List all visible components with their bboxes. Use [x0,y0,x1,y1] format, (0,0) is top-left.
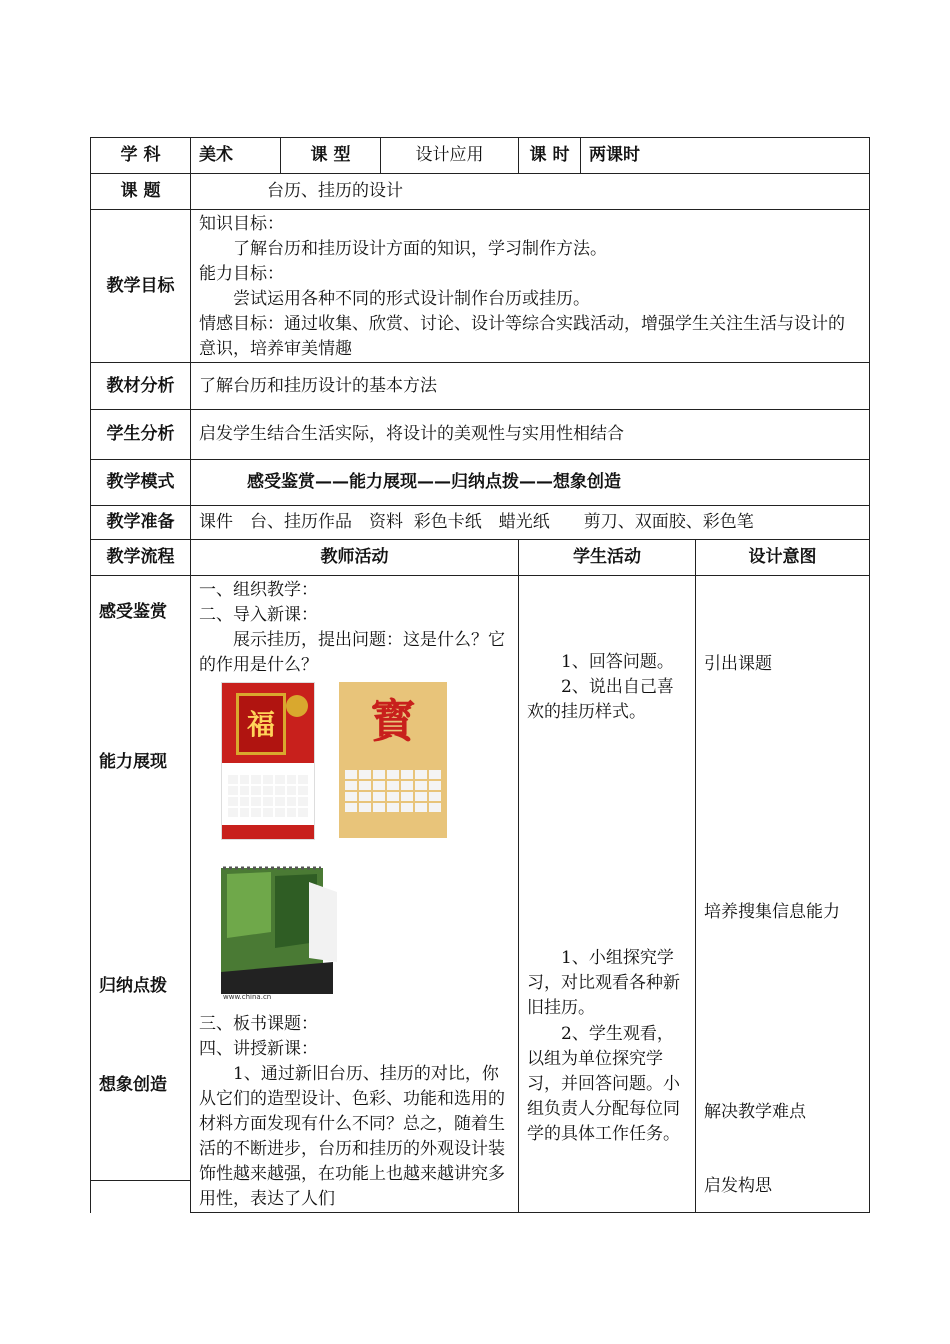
flow-process-header: 教学流程 [91,540,191,576]
prep-value: 课件 台、挂历作品 资料 彩色卡纸 蜡光纸 剪刀、双面胶、彩色笔 [191,506,870,540]
prep-label: 教学准备 [91,506,191,540]
hanging-calendar-images [199,682,510,850]
emotion-goal-text: 情感目标：通过收集、欣赏、讨论、设计等综合实践活动，增强学生关注生活与设计的意识，培养审美情趣 [199,314,845,359]
student-step-4: 2、学生观看，以组为单位探究学习，并回答问题。小组负责人分配每位同学的具体工作任务。 [527,1024,680,1144]
goals-content [191,210,870,363]
red-calendar-bottom [222,825,314,839]
lesson-plan-document [90,137,869,1213]
stage-bottom-line [91,1180,190,1181]
teacher-step-3: 三、板书课题： [199,1014,318,1034]
material-value: 了解台历和挂历设计的基本方法 [191,363,870,410]
student-activity-cell [519,576,696,1213]
stage-create: 想象创造 [99,1075,167,1095]
students-value: 启发学生结合生活实际，将设计的美观性与实用性相结合 [191,410,870,460]
students-label: 学生分析 [91,410,191,460]
knowledge-goal-text: 了解台历和挂历设计方面的知识，学习制作方法。 [233,239,607,259]
intent-4: 启发构思 [704,1176,772,1196]
mode-row [91,460,870,506]
student-step-3: 1、小组探究学习，对比观看各种新旧挂历。 [527,948,680,1018]
subject-value: 美术 [191,138,281,174]
flow-teacher-header: 教师活动 [191,540,519,576]
intent-2: 培养搜集信息能力 [704,902,840,922]
fu-character-icon: 福 [236,693,286,755]
lesson-plan-table [90,137,870,1213]
gold-calendar-grid [345,770,441,812]
student-step-2: 2、说出自己喜欢的挂历样式。 [527,677,674,722]
red-calendar-grid [228,775,308,817]
wealth-character-icon: 寳 [370,693,416,748]
mode-label: 教学模式 [91,460,191,506]
hours-value: 两课时 [581,138,870,174]
mode-value: 感受鉴赏——能力展现——归纳点拨——想象创造 [191,460,870,506]
teacher-step-4: 四、讲授新课： [199,1039,318,1059]
gold-ornament-icon [286,695,308,717]
hours-label: 课 时 [519,138,581,174]
desk-calendar-caption: www.china.cn [223,993,272,1001]
flow-header-row [91,540,870,576]
ability-goal-title: 能力目标： [199,264,284,284]
intent-3: 解决教学难点 [704,1102,806,1122]
red-hanging-calendar-image [221,682,315,840]
student-step-1: 1、回答问题。 [561,652,674,672]
teacher-step-2: 二、导入新课： [199,605,318,625]
goals-label: 教学目标 [91,210,191,363]
flow-student-header: 学生活动 [519,540,696,576]
intent-cell [696,576,870,1213]
goals-row [91,210,870,363]
lesson-type-value: 设计应用 [381,138,519,174]
desk-calendar-image-wrap [199,862,510,1012]
teacher-activity-cell [191,576,519,1213]
desk-calendar-graphic [213,862,339,1002]
material-label: 教材分析 [91,363,191,410]
ability-goal-text: 尝试运用各种不同的形式设计制作台历或挂历。 [233,289,590,309]
stage-appreciate: 感受鉴赏 [99,602,167,622]
desk-calendar-image [213,862,339,1002]
flow-stages-cell [91,576,191,1213]
gold-hanging-calendar-image [339,682,447,838]
flow-intent-header: 设计意图 [696,540,870,576]
lesson-type-label: 课 型 [281,138,381,174]
topic-row [91,174,870,210]
header-row [91,138,870,174]
teacher-step-1: 一、组织教学： [199,580,318,600]
teacher-step-4-detail: 1、通过新旧台历、挂历的对比，你从它们的造型设计、色彩、功能和选用的材料方面发现有什么不同？总之，随着生活的不断进步，台历和挂历的外观设计装饰性越来越强，在功能上也越来越讲究多用性，表达了人们 [199,1064,505,1209]
teacher-step-2-detail: 展示挂历，提出问题：这是什么？它的作用是什么？ [199,630,505,675]
topic-value: 台历、挂历的设计 [191,174,870,210]
stage-ability: 能力展现 [99,752,167,772]
knowledge-goal-title: 知识目标： [199,214,284,234]
stage-summarize: 归纳点拨 [99,976,167,996]
students-row [91,410,870,460]
subject-label: 学 科 [91,138,191,174]
flow-body-row [91,576,870,1213]
material-row [91,363,870,410]
topic-label: 课 题 [91,174,191,210]
intent-1: 引出课题 [704,654,772,674]
prep-row [91,506,870,540]
